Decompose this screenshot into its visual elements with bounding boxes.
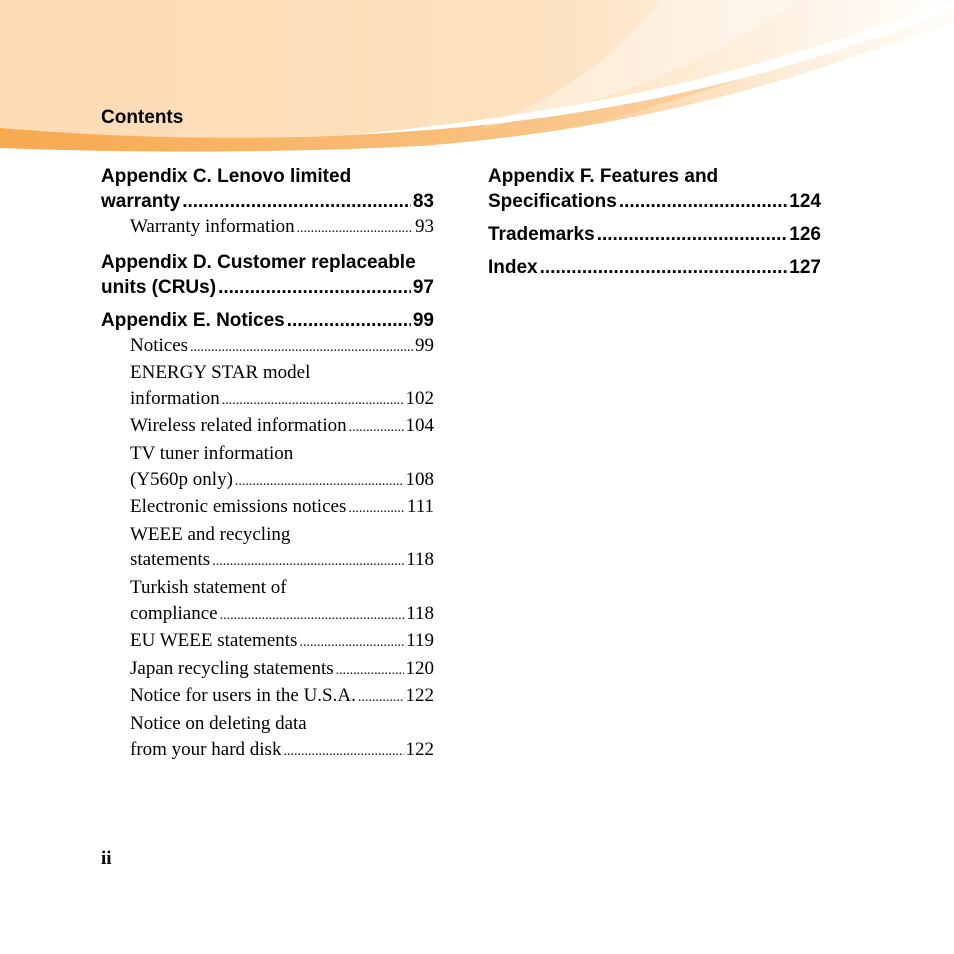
dot-leader <box>299 630 404 656</box>
toc-entry[interactable] <box>488 164 821 214</box>
toc-subentry-title: EU WEEE statements <box>130 630 298 652</box>
toc-entry-row <box>488 189 821 214</box>
toc-entry-title: Index <box>488 257 538 278</box>
toc-subentry[interactable] <box>101 441 434 494</box>
toc-entry-row <box>101 189 434 214</box>
toc-subentry-title-line: Turkish statement of <box>130 576 287 598</box>
toc-subentry-page-number: 102 <box>405 387 434 409</box>
dot-leader <box>212 549 404 575</box>
dot-leader <box>336 658 404 684</box>
toc-subentry-row <box>130 628 434 656</box>
toc-subentry[interactable] <box>101 575 434 628</box>
toc-entry-page-number: 97 <box>412 276 434 298</box>
dot-leader <box>597 222 788 247</box>
toc-subentry-page-number: 99 <box>415 334 434 356</box>
toc-entry-title-line: Appendix F. Features and <box>488 166 719 187</box>
toc-subentry[interactable] <box>101 711 434 764</box>
toc-subentry-row <box>130 467 434 495</box>
toc-entry-page-number: 83 <box>412 191 434 212</box>
toc-subentry-page-number: 122 <box>405 738 434 760</box>
toc-entry[interactable] <box>488 255 821 280</box>
toc-left-column <box>101 164 434 764</box>
toc-entry[interactable] <box>488 222 821 247</box>
toc-subentry-page-number: 122 <box>405 685 434 707</box>
toc-subentry-page-number: 108 <box>405 468 434 490</box>
toc-entry-page-number: 124 <box>789 191 821 212</box>
dot-leader <box>297 216 413 242</box>
toc-entry-row <box>488 222 821 247</box>
toc-subentry-page-number: 111 <box>406 496 434 518</box>
toc-entry[interactable] <box>101 250 434 300</box>
toc-subentry-row <box>130 656 434 684</box>
toc-subentry-row <box>130 683 434 711</box>
dot-leader <box>358 685 404 711</box>
toc-entry-title: units (CRUs) <box>101 276 217 298</box>
toc-subentry-page-number: 118 <box>406 549 434 571</box>
toc-subentry[interactable] <box>101 683 434 711</box>
toc-subentry-page-number: 104 <box>405 415 434 437</box>
toc-subentry-row <box>130 547 434 575</box>
toc-subentry[interactable] <box>101 214 434 242</box>
toc-subentry-title: Warranty information <box>130 216 295 237</box>
toc-subentry-row <box>130 494 434 522</box>
toc-entry-title: Specifications <box>488 191 617 212</box>
toc-subentry-row <box>130 386 434 414</box>
dot-leader <box>218 275 411 300</box>
toc-entry-row <box>488 255 821 280</box>
dot-leader <box>222 388 404 414</box>
toc-subentry-page-number: 119 <box>406 630 434 652</box>
toc-entry-page-number: 127 <box>789 257 821 278</box>
dot-leader <box>235 469 404 495</box>
header-banner <box>0 0 954 160</box>
toc-subentry-row <box>130 601 434 629</box>
toc-subentry-title: Japan recycling statements <box>130 657 334 679</box>
page-number: ii <box>101 848 112 869</box>
toc-entry-title: Appendix E. Notices <box>101 309 285 331</box>
toc-subentry-title: Electronic emissions notices <box>130 496 347 518</box>
toc-subentry-row <box>130 737 434 765</box>
toc-subentry-title-line: TV tuner information <box>130 442 294 464</box>
toc-subentry[interactable] <box>101 413 434 441</box>
toc-subentry[interactable] <box>101 656 434 684</box>
toc-subentry-list <box>101 333 434 765</box>
toc-subentry[interactable] <box>101 522 434 575</box>
toc-subentry-title: compliance <box>130 602 218 624</box>
toc-subentry-title: Notices <box>130 334 189 356</box>
dot-leader <box>283 739 403 765</box>
toc-entry-row <box>101 275 434 300</box>
toc-subentry-title: statements <box>130 549 211 571</box>
toc-subentry-row <box>130 214 434 242</box>
toc-subentry-title: Notice for users in the U.S.A. <box>130 685 356 707</box>
dot-leader <box>190 335 413 361</box>
toc-entry-row <box>101 308 434 333</box>
toc-entry-page-number: 99 <box>412 309 434 331</box>
dot-leader <box>182 189 411 214</box>
toc-entry-title-line: Appendix D. Customer replaceable <box>101 251 416 273</box>
dot-leader <box>619 189 787 214</box>
toc-subentry-title: (Y560p only) <box>130 468 233 490</box>
toc-subentry-title-line: WEEE and recycling <box>130 523 291 545</box>
toc-subentry[interactable] <box>101 628 434 656</box>
toc-entry-page-number: 126 <box>789 224 821 245</box>
toc-subentry-title: from your hard disk <box>130 738 282 760</box>
toc-subentry[interactable] <box>101 360 434 413</box>
toc-subentry-list <box>101 214 434 242</box>
dot-leader <box>349 415 404 441</box>
toc-subentry-page-number: 118 <box>406 602 434 624</box>
toc-entry-title-line: Appendix C. Lenovo limited <box>101 166 352 187</box>
toc-subentry-title: information <box>130 387 220 409</box>
dot-leader <box>540 255 788 280</box>
toc-entry[interactable] <box>101 308 434 333</box>
toc-subentry-title-line: ENERGY STAR model <box>130 362 311 384</box>
toc-subentry[interactable] <box>101 333 434 361</box>
toc-entry[interactable] <box>101 164 434 214</box>
toc-subentry[interactable] <box>101 494 434 522</box>
toc-subentry-row <box>130 413 434 441</box>
toc-subentry-title: Wireless related information <box>130 415 347 437</box>
dot-leader <box>287 308 411 333</box>
toc-entry-title: Trademarks <box>488 224 595 245</box>
dot-leader <box>348 496 405 522</box>
toc-subentry-title-line: Notice on deleting data <box>130 712 307 734</box>
toc-subentry-page-number: 120 <box>405 657 434 679</box>
toc-subentry-row <box>130 333 434 361</box>
header-title: Contents <box>101 107 184 128</box>
toc-right-column <box>488 164 821 280</box>
toc-subentry-page-number: 93 <box>415 216 434 237</box>
dot-leader <box>220 603 405 629</box>
toc-entry-title: warranty <box>101 191 181 212</box>
